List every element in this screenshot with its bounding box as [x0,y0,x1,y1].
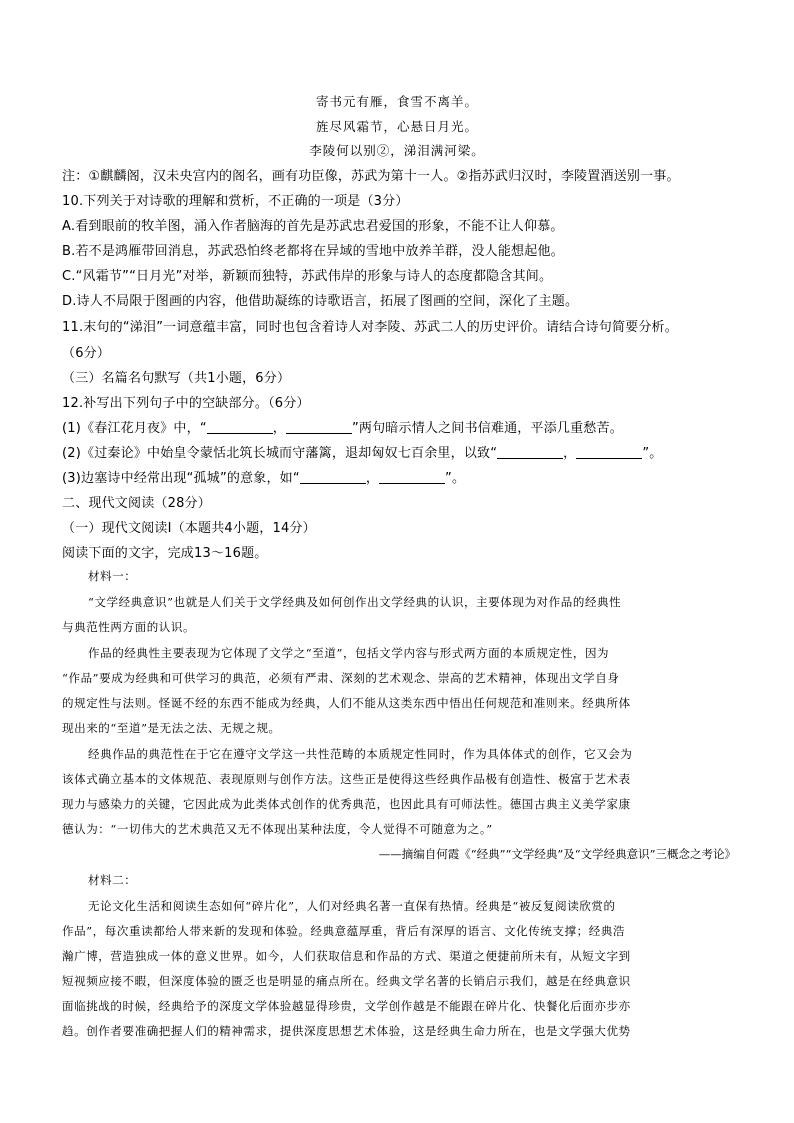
q10-option-b: B.若不是鸿雁带回消息，苏武恐怕终老都将在异域的雪地中放养羊群，没人能想起他。 [62,244,564,259]
poem-line-1: 寄书元有雁，食雪不离羊。 [315,94,478,109]
material-1-source: ——摘编自何霞《“经典”“文学经典”及“文学经典意识”三概念之考论》 [378,847,736,861]
subsection-1-title: （一）现代文阅读Ⅰ（本题共4小题，14分） [62,521,316,536]
m2-line: 无论文化生活和阅读生态如何“碎片化”，人们对经典名著一直保有热情。经典是“被反复阅读欣赏的 [88,899,616,913]
material-2-title: 材料二： [88,873,137,887]
q12-item-1-suffix: ”两句暗示情人之间书信难通，平添几重愁苦。 [351,421,623,436]
m1-line: 该体式确立基本的文体规范、表现原则与创作方法。这些正是使得这些经典作品极有创造性、极富于艺术表 [62,772,631,786]
answer-blank-2a[interactable] [497,446,563,459]
m2-line: 瀚广博，营造独成一体的意义世界。如今，人们获取信息和作品的方式、渠道之便捷前所未有，从短文字到 [62,949,631,963]
q10-option-a: A.看到眼前的牧羊图，涌入作者脑海的首先是苏武忠君爱国的形象，不能不让人仰慕。 [62,219,564,234]
q12-item-1-sep: ， [272,421,286,436]
m2-line: 作品”，每次重读都给人带来新的发现和体验。经典意蕴厚重，背后有深厚的语言、文化传统支撑；经典浩 [62,924,626,938]
q10-option-c: C.“风霜节”“日月光”对举，新颖而独特，苏武伟岸的形象与诗人的态度都隐含其间。 [62,269,553,284]
m1-line: “作品”要成为经典和可供学习的典范，必须有严肃、深刻的艺术观念、崇高的艺术精神，体现出文学自身 [62,671,620,685]
q12-item-2-prefix: (2)《过秦论》中始皇令蒙恬北筑长城而守藩篱，退却匈奴七百余里，以致“ [62,446,498,461]
m2-line: 面临挑战的时候，经典给予的深度文学体验越显得珍贵，文学创作越是不能跟在碎片化、快餐化后面亦步亦 [62,999,631,1013]
poem-note: 注：①麒麟阁，汉未央宫内的阁名，画有功臣像，苏武为第十一人。②指苏武归汉时，李陵置酒送别一事。 [62,169,680,184]
m1-line: 的规定性与法则。怪诞不经的东西不能成为经典，人们不能从这类东西中悟出任何规范和准则来。经典所体 [62,696,631,710]
section-3-title: （三）名篇名句默写（共1小题，6分） [62,371,291,386]
m1-line: 经典作品的典范性在于它在遵守文学这一共性范畴的本质规定性同时，作为具体体式的创作，它又会为 [88,747,633,761]
answer-blank-3a[interactable] [300,471,366,484]
poem-line-2: 旌尽风霜节，心悬日月光。 [315,119,478,134]
m1-line: 作品的经典性主要表现为它体现了文学之“至道”，包括文学内容与形式两方面的本质规定性，因为 [88,646,610,660]
m1-line: 现力与感染力的关键，它因此成为此类体式创作的优秀典范，也因此具有可师法性。德国古典主义美学家康 [62,797,631,811]
material-1-title: 材料一： [88,569,137,583]
reading-instruction: 阅读下面的文字，完成13～16题。 [62,546,268,561]
q11-score: （6分） [62,346,111,361]
q12-item-1 [62,417,742,436]
q12-stem: 12.补写出下列句子中的空缺部分。（6分） [62,396,310,411]
answer-blank-2b[interactable] [576,446,642,459]
m1-line: 与典范性两方面的认识。 [62,620,196,634]
m2-line: 短视频应接不暇，但深度体验的匮乏也是明显的痛点所在。经典文学名著的长销启示我们，越是在经典意识 [62,974,631,988]
q12-item-3-sep: ， [365,471,380,486]
q11-stem: 11.末句的“涕泪”一词意蕴丰富，同时也包含着诗人对李陵、苏武二人的历史评价。请结合诗句简要分析。 [62,320,678,335]
q12-item-2-suffix: ”。 [642,446,663,461]
m2-line: 趋。创作者要准确把握人们的精神需求，提供深度思想艺术体验，这是经典生命力所在，也是文学强大优势 [62,1024,631,1038]
m1-line: 德认为：“一切伟大的艺术典范又无不体现出某种法度，令人觉得不可随意为之。” [62,822,493,836]
q10-option-d: D.诗人不局限于图画的内容，他借助凝练的诗歌语言，拓展了图画的空间，深化了主题。 [62,294,579,309]
m1-line: “文学经典意识”也就是人们关于文学经典及如何创作出文学经典的认识，主要体现为对作品的经典性 [88,595,622,609]
q10-stem: 10.下列关于对诗歌的理解和赏析，不正确的一项是（3分） [62,194,409,209]
answer-blank-1a[interactable] [207,421,273,434]
poem-line-3: 李陵何以别②，涕泪满河梁。 [309,143,485,158]
m1-line: 现出来的“至道”是无法之法、无规之规。 [62,721,281,735]
q12-item-3 [62,467,742,486]
q12-item-2-sep: ， [563,446,577,461]
answer-blank-3b[interactable] [379,471,445,484]
answer-blank-1b[interactable] [286,421,352,434]
q12-item-3-suffix: ”。 [445,471,466,486]
q12-item-3-prefix: (3)边塞诗中经常出现“孤城”的意象，如“ [62,471,300,486]
section-modern-title: 二、现代文阅读（28分） [62,496,211,511]
q12-item-1-prefix: (1)《春江花月夜》中，“ [62,421,207,436]
q12-item-2 [62,442,742,461]
